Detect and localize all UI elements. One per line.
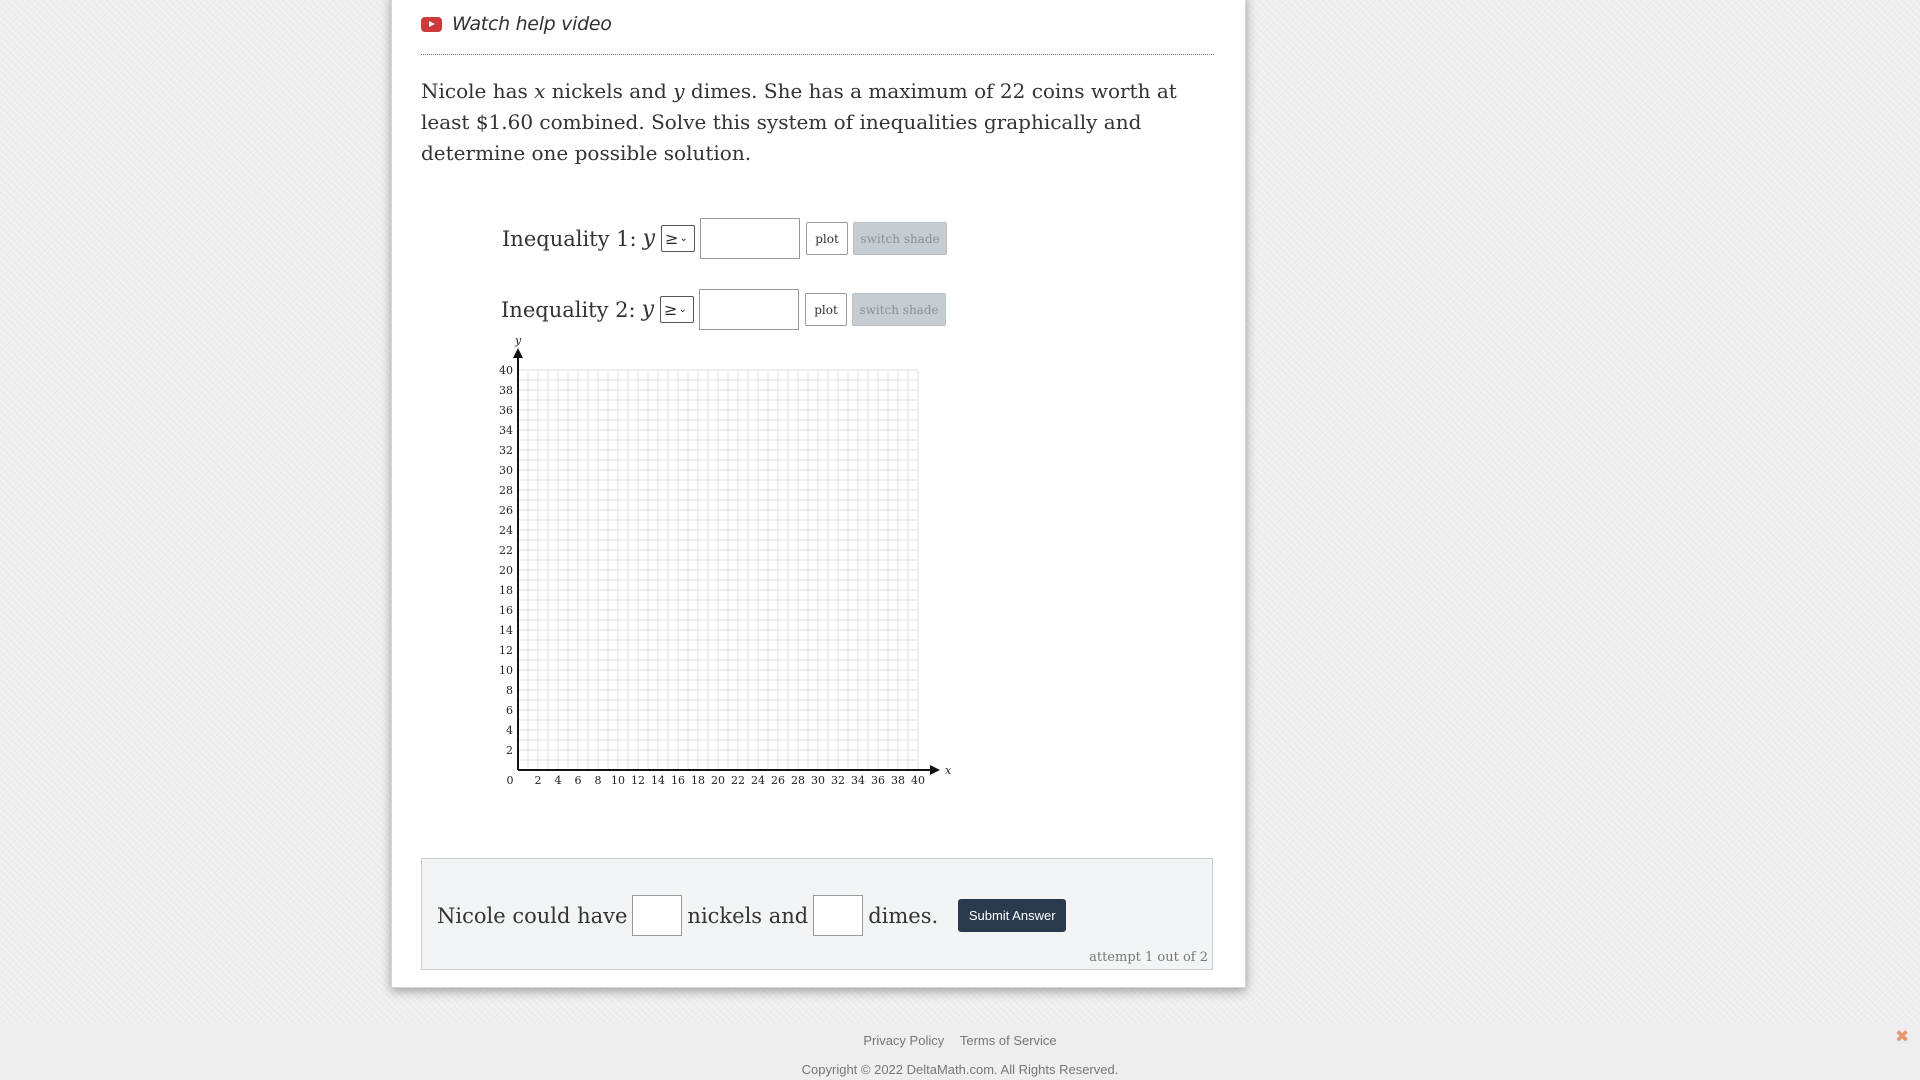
dimes-input[interactable] bbox=[813, 895, 863, 936]
close-icon[interactable]: ✖ bbox=[1895, 1027, 1910, 1047]
axes bbox=[513, 348, 940, 775]
inequality-1-operator-value: ≥ bbox=[665, 229, 679, 248]
problem-text-part: dimes. She has a maximum of 22 coins worth at least $1.60 combined. Solve this system of inequalities graphically and determine one possible solution. bbox=[421, 79, 1177, 165]
x-axis-arrow-icon bbox=[930, 765, 940, 775]
y-tick-label: 20 bbox=[499, 564, 513, 577]
variable-y: y bbox=[673, 79, 685, 103]
inequality-2-switch-shade-button[interactable]: switch shade bbox=[852, 293, 946, 326]
y-tick-label: 16 bbox=[499, 604, 513, 617]
terms-of-service-link[interactable]: Terms of Service bbox=[959, 1033, 1057, 1048]
x-tick-label: 4 bbox=[554, 774, 562, 787]
x-tick-label: 24 bbox=[751, 774, 765, 787]
x-tick-label: 26 bbox=[771, 774, 785, 787]
x-tick-label: 18 bbox=[691, 774, 705, 787]
inequality-2-operator-select[interactable] bbox=[660, 296, 694, 323]
y-tick-label: 30 bbox=[499, 464, 513, 477]
problem-text bbox=[421, 76, 1221, 169]
x-tick-labels bbox=[507, 774, 926, 787]
inequality-1-variable: y bbox=[642, 226, 656, 251]
x-tick-label: 10 bbox=[611, 774, 625, 787]
submit-answer-button[interactable]: Submit Answer bbox=[958, 899, 1066, 932]
x-tick-label: 2 bbox=[534, 774, 542, 787]
y-tick-label: 18 bbox=[499, 584, 513, 597]
y-tick-label: 38 bbox=[499, 384, 513, 397]
x-tick-label: 30 bbox=[811, 774, 825, 787]
y-tick-label: 32 bbox=[499, 444, 513, 457]
chevron-down-icon: ⌄ bbox=[678, 304, 687, 315]
y-tick-label: 4 bbox=[506, 724, 513, 737]
x-tick-label: 12 bbox=[631, 774, 645, 787]
x-tick-label: 38 bbox=[891, 774, 905, 787]
inequality-2-row bbox=[501, 289, 946, 330]
x-tick-label: 40 bbox=[911, 774, 925, 787]
x-tick-label: 16 bbox=[671, 774, 685, 787]
problem-text-part: Nicole has bbox=[421, 79, 535, 103]
y-tick-label: 34 bbox=[499, 424, 513, 437]
attempt-counter: attempt 1 out of 2 bbox=[1089, 950, 1208, 965]
x-tick-label: 22 bbox=[731, 774, 745, 787]
answer-panel bbox=[421, 858, 1213, 970]
privacy-policy-link[interactable]: Privacy Policy bbox=[863, 1033, 945, 1048]
y-tick-label: 12 bbox=[499, 644, 513, 657]
x-tick-label: 6 bbox=[574, 774, 582, 787]
y-tick-label: 24 bbox=[499, 524, 513, 537]
youtube-play-icon bbox=[421, 17, 442, 32]
answer-prefix: Nicole could have bbox=[437, 903, 628, 928]
copyright-text: Copyright © 2022 DeltaMath.com. All Rights Reserved. bbox=[801, 1062, 1119, 1077]
x-tick-label: 0 bbox=[506, 774, 514, 787]
inequality-1-operator-select[interactable] bbox=[661, 225, 695, 252]
nickels-input[interactable] bbox=[632, 895, 682, 936]
inequality-1-row bbox=[502, 218, 947, 259]
x-tick-label: 32 bbox=[831, 774, 845, 787]
x-axis-label: x bbox=[945, 764, 952, 777]
inequality-2-operator-value: ≥ bbox=[664, 300, 678, 319]
answer-sentence bbox=[437, 895, 1066, 936]
problem-text-part: nickels and bbox=[545, 79, 674, 103]
y-axis-label: y bbox=[515, 334, 522, 347]
y-tick-label: 36 bbox=[499, 404, 513, 417]
answer-suffix: dimes. bbox=[868, 903, 939, 928]
inequality-2-variable: y bbox=[641, 297, 655, 322]
variable-x: x bbox=[534, 79, 546, 103]
y-tick-label: 28 bbox=[499, 484, 513, 497]
y-tick-label: 26 bbox=[499, 504, 513, 517]
coordinate-grid[interactable] bbox=[490, 330, 950, 790]
x-tick-label: 20 bbox=[711, 774, 725, 787]
inequality-1-plot-button[interactable]: plot bbox=[806, 222, 848, 255]
x-tick-label: 8 bbox=[594, 774, 602, 787]
y-tick-label: 10 bbox=[499, 664, 513, 677]
divider bbox=[421, 54, 1214, 55]
footer bbox=[0, 1023, 1920, 1080]
y-tick-label: 6 bbox=[506, 704, 513, 717]
grid-lines bbox=[518, 370, 918, 770]
inequality-1-label: Inequality 1: bbox=[502, 226, 637, 251]
x-tick-label: 28 bbox=[791, 774, 805, 787]
chevron-down-icon: ⌄ bbox=[679, 233, 688, 244]
y-tick-label: 14 bbox=[499, 624, 513, 637]
y-tick-label: 2 bbox=[506, 744, 513, 757]
inequality-1-input[interactable] bbox=[700, 218, 800, 259]
y-axis-arrow-icon bbox=[513, 348, 523, 358]
inequality-2-label: Inequality 2: bbox=[501, 297, 636, 322]
y-tick-labels bbox=[499, 364, 513, 757]
footer-links bbox=[0, 1033, 1920, 1048]
x-tick-label: 36 bbox=[871, 774, 885, 787]
y-tick-label: 40 bbox=[499, 364, 513, 377]
inequality-1-switch-shade-button[interactable]: switch shade bbox=[853, 222, 947, 255]
x-tick-label: 14 bbox=[651, 774, 665, 787]
x-tick-label: 34 bbox=[851, 774, 865, 787]
help-video-label: Watch help video bbox=[452, 13, 612, 35]
y-tick-label: 22 bbox=[499, 544, 513, 557]
y-tick-label: 8 bbox=[506, 684, 513, 697]
watch-help-video-link[interactable] bbox=[421, 8, 612, 40]
inequality-2-input[interactable] bbox=[699, 289, 799, 330]
inequality-2-plot-button[interactable]: plot bbox=[805, 293, 847, 326]
answer-middle: nickels and bbox=[687, 903, 809, 928]
